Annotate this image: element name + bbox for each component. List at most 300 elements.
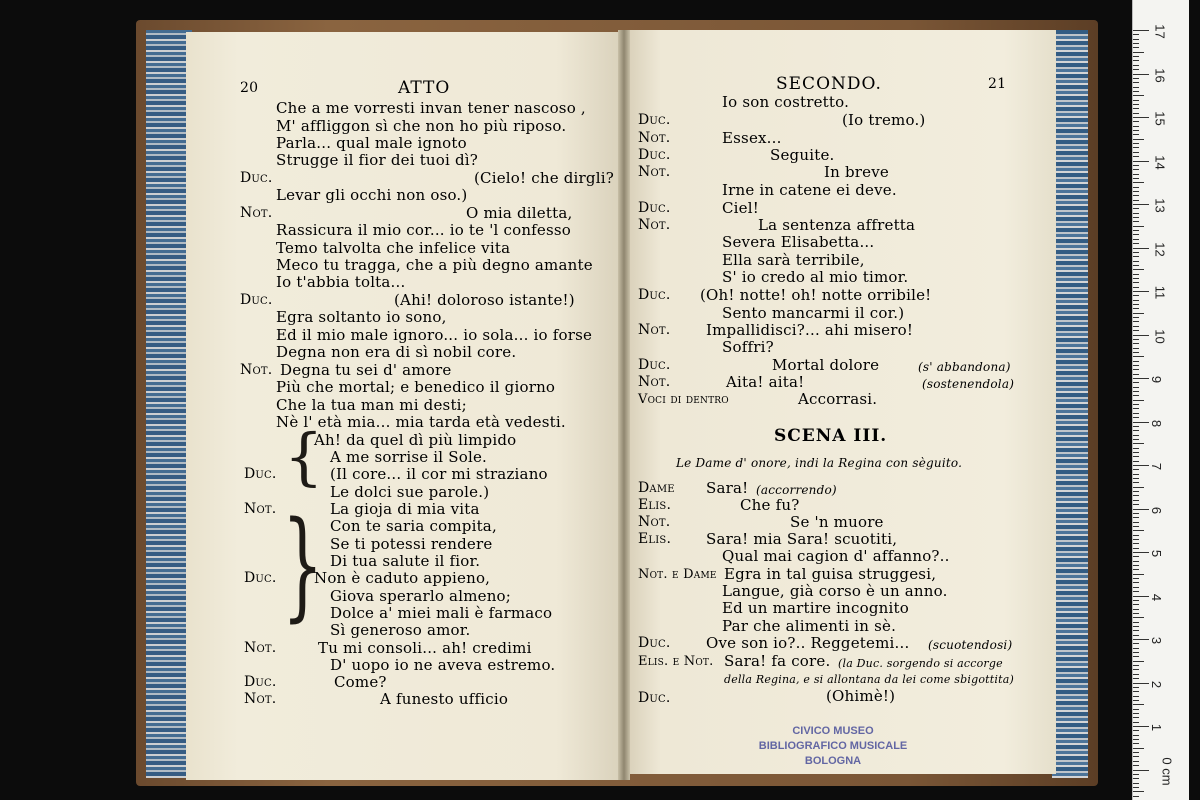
- ruler-tick: [1133, 248, 1149, 249]
- ruler-tick: [1133, 413, 1139, 414]
- ruler-tick: [1133, 739, 1139, 740]
- ruler-tick: [1133, 265, 1139, 266]
- ruler-tick: [1133, 208, 1139, 209]
- ruler-tick: [1133, 78, 1139, 79]
- ruler-tick: [1133, 278, 1139, 279]
- verse-line: Ella sarà terribile,: [722, 251, 865, 269]
- ruler-tick: [1133, 756, 1139, 757]
- ruler-tick: [1133, 574, 1144, 575]
- ruler-tick: [1133, 787, 1139, 788]
- verse-line: Soffri?: [722, 338, 774, 356]
- speaker-label: Duc.: [240, 292, 273, 308]
- ruler-tick: [1133, 82, 1139, 83]
- verse-line: In breve: [824, 163, 889, 181]
- verse-line: Più che mortal; e benedico il giorno: [276, 378, 556, 396]
- stage-direction: della Regina, e si allontana da lei come sbigottita): [724, 673, 1014, 686]
- ruler-label: 12: [1152, 241, 1168, 257]
- verse-line: Langue, già corso è un anno.: [722, 582, 948, 600]
- ruler-tick: [1133, 161, 1149, 162]
- ruler-tick: [1133, 448, 1139, 449]
- speaker-label: Not.: [638, 374, 671, 390]
- verse-line: Accorrasi.: [798, 390, 878, 408]
- ruler-label: 7: [1149, 462, 1165, 471]
- library-stamp: [748, 724, 918, 774]
- verse-line: Non è caduto appieno,: [314, 569, 491, 587]
- ruler-tick: [1133, 195, 1139, 196]
- ruler-tick: [1133, 495, 1139, 496]
- ruler-tick: [1133, 669, 1139, 670]
- verse-line: Io son costretto.: [722, 93, 850, 111]
- verse-line: S' io credo al mio timor.: [722, 268, 909, 286]
- verse-line: A me sorrise il Sole.: [330, 448, 487, 466]
- verse-line: Severa Elisabetta...: [722, 233, 875, 251]
- speaker-label: Duc.: [638, 287, 671, 303]
- ruler-tick: [1133, 643, 1139, 644]
- ruler-tick: [1133, 456, 1139, 457]
- ruler-tick: [1133, 178, 1139, 179]
- ruler-tick: [1133, 487, 1144, 488]
- ruler-tick: [1133, 765, 1139, 766]
- ruler-tick: [1133, 504, 1139, 505]
- ruler-tick: [1133, 374, 1139, 375]
- page-header-left: ATTO: [398, 78, 451, 98]
- ruler-tick: [1133, 639, 1149, 640]
- ruler-tick: [1133, 678, 1139, 679]
- ruler-tick: [1133, 69, 1139, 70]
- ruler-tick: [1133, 535, 1139, 536]
- ruler-tick: [1133, 391, 1139, 392]
- ruler-tick: [1133, 656, 1139, 657]
- ruler-tick: [1133, 243, 1139, 244]
- verse-line: Che la tua man mi desti;: [276, 396, 467, 414]
- verse-line: Ove son io?.. Reggetemi...: [706, 634, 910, 652]
- speaker-label: Elis.: [638, 531, 672, 547]
- ruler-tick: [1133, 700, 1139, 701]
- speaker-label: Duc.: [638, 112, 671, 128]
- speaker-label: Elis. e Not.: [638, 654, 714, 669]
- verse-line: (Il core... il cor mi straziano: [330, 465, 548, 483]
- ruler-tick: [1133, 230, 1139, 231]
- ruler-tick: [1133, 526, 1139, 527]
- verse-line: Aita! aita!: [726, 373, 805, 391]
- ruler-tick: [1133, 326, 1139, 327]
- ruler-tick: [1133, 30, 1149, 31]
- speaker-label: Not.: [240, 205, 273, 221]
- ruler-tick: [1133, 152, 1139, 153]
- ruler-tick: [1133, 674, 1139, 675]
- ruler-tick: [1133, 561, 1139, 562]
- ruler-tick: [1133, 635, 1139, 636]
- ruler-tick: [1133, 582, 1139, 583]
- ruler-tick: [1133, 778, 1139, 779]
- ruler-tick: [1133, 234, 1139, 235]
- stage-direction: (la Duc. sorgendo si accorge: [838, 657, 1003, 670]
- stamp-line-1: CIVICO MUSEO: [792, 725, 874, 737]
- ruler-tick: [1133, 791, 1144, 792]
- ruler-tick: [1133, 256, 1139, 257]
- brace-left-upper: {: [284, 420, 324, 493]
- ruler-tick: [1133, 704, 1144, 705]
- ruler-tick: [1133, 382, 1139, 383]
- ruler-tick: [1133, 343, 1139, 344]
- verse-line: Sara!: [706, 479, 749, 497]
- ruler-tick: [1133, 395, 1139, 396]
- verse-line: Le dolci sue parole.): [330, 483, 490, 501]
- ruler-tick: [1133, 417, 1139, 418]
- ruler-tick: [1133, 408, 1139, 409]
- verse-line: Degna non era di sì nobil core.: [276, 343, 517, 361]
- ruler-tick: [1133, 304, 1139, 305]
- ruler-tick: [1133, 282, 1139, 283]
- ruler-tick: [1133, 252, 1139, 253]
- ruler-tick: [1133, 65, 1139, 66]
- ruler-label: 9: [1149, 375, 1165, 384]
- page-edges-right: [1052, 30, 1088, 778]
- ruler-tick: [1133, 465, 1149, 466]
- ruler-tick: [1133, 291, 1149, 292]
- ruler-tick: [1133, 400, 1144, 401]
- ruler-tick: [1133, 722, 1139, 723]
- ruler-tick: [1133, 117, 1149, 118]
- ruler-tick: [1133, 752, 1139, 753]
- ruler-tick: [1133, 461, 1139, 462]
- speaker-label: Not.: [244, 501, 277, 517]
- ruler-tick: [1133, 735, 1139, 736]
- ruler-tick: [1133, 361, 1139, 362]
- ruler-label: 6: [1149, 506, 1165, 514]
- ruler-label: 4: [1149, 593, 1165, 601]
- verse-line: Ciel!: [722, 199, 759, 217]
- ruler-tick: [1133, 452, 1139, 453]
- verse-line: A funesto ufficio: [380, 690, 509, 708]
- speaker-label: Duc.: [244, 674, 277, 690]
- ruler-tick: [1133, 730, 1139, 731]
- speaker-label: Not.: [244, 640, 277, 656]
- ruler-tick: [1133, 387, 1139, 388]
- ruler-tick: [1133, 726, 1149, 727]
- ruler-tick: [1133, 91, 1139, 92]
- ruler-tick: [1133, 500, 1139, 501]
- ruler-tick: [1133, 187, 1139, 188]
- ruler-tick: [1133, 169, 1139, 170]
- brace-left-lower: }: [282, 495, 324, 633]
- verse-line: Nè l' età mia... mia tarda età vedesti.: [276, 413, 566, 431]
- ruler-tick: [1133, 404, 1139, 405]
- stage-direction: (accorrendo): [756, 483, 837, 497]
- ruler-tick: [1133, 339, 1139, 340]
- stage-direction: (s' abbandona): [918, 360, 1011, 374]
- ruler-tick: [1133, 491, 1139, 492]
- ruler-tick: [1133, 522, 1139, 523]
- verse-line: Di tua salute il fior.: [330, 552, 481, 570]
- ruler-tick: [1133, 443, 1144, 444]
- ruler-tick: [1133, 426, 1139, 427]
- ruler-tick: [1133, 652, 1139, 653]
- stamp-line-2: BIBLIOGRAFICO MUSICALE: [758, 740, 908, 752]
- ruler-tick: [1133, 274, 1139, 275]
- ruler-tick: [1133, 713, 1139, 714]
- verse-line: (Cielo! che dirgli?: [474, 169, 614, 187]
- ruler-tick: [1133, 348, 1139, 349]
- ruler-tick: [1133, 100, 1139, 101]
- ruler-tick: [1133, 717, 1139, 718]
- ruler-tick: [1133, 474, 1139, 475]
- ruler-label: 13: [1152, 198, 1168, 213]
- ruler-tick: [1133, 104, 1139, 105]
- speaker-label: Duc.: [638, 357, 671, 373]
- ruler-tick: [1133, 95, 1144, 96]
- speaker-label: Not.: [240, 362, 273, 378]
- page-header-right: SECONDO.: [776, 74, 882, 94]
- ruler-tick: [1133, 126, 1139, 127]
- ruler-tick: [1133, 596, 1149, 597]
- ruler-tick: [1133, 226, 1144, 227]
- measuring-ruler: [1132, 0, 1189, 800]
- verse-line: M' affliggon sì che non ho più riposo.: [276, 117, 567, 135]
- ruler-label: 17: [1152, 24, 1168, 39]
- ruler-tick: [1133, 613, 1139, 614]
- ruler-tick: [1133, 422, 1149, 423]
- verse-line: Che fu?: [740, 496, 800, 514]
- ruler-tick: [1133, 478, 1139, 479]
- verse-line: Temo talvolta che infelice vita: [276, 239, 511, 257]
- ruler-tick: [1133, 365, 1139, 366]
- verse-line: Impallidisci?... ahi misero!: [706, 321, 914, 339]
- verse-line: Sara! fa core.: [724, 652, 831, 670]
- verse-line: Come?: [334, 673, 387, 691]
- verse-line: Strugge il fior dei tuoi dì?: [276, 151, 479, 169]
- ruler-tick: [1133, 369, 1139, 370]
- speaker-label: Duc.: [638, 690, 671, 706]
- verse-line: Egra in tal guisa struggesi,: [724, 565, 937, 583]
- ruler-tick: [1133, 308, 1139, 309]
- ruler-label: 8: [1149, 419, 1165, 427]
- ruler-tick: [1133, 709, 1139, 710]
- verse-line: Meco tu tragga, che a più degno amante: [276, 256, 593, 274]
- ruler-label: 3: [1149, 636, 1165, 645]
- ruler-tick: [1133, 648, 1139, 649]
- ruler-tick: [1133, 113, 1139, 114]
- verse-line: (Oh! notte! oh! notte orribile!: [700, 286, 932, 304]
- verse-line: Mortal dolore: [772, 356, 880, 374]
- ruler-tick: [1133, 761, 1139, 762]
- ruler-tick: [1133, 321, 1139, 322]
- verse-line: Par che alimenti in sè.: [722, 617, 897, 635]
- ruler-tick: [1133, 430, 1139, 431]
- ruler-tick: [1133, 134, 1139, 135]
- verse-line: Giova sperarlo almeno;: [330, 587, 512, 605]
- speaker-label: Duc.: [638, 147, 671, 163]
- speaker-label: Not.: [638, 130, 671, 146]
- ruler-tick: [1133, 130, 1139, 131]
- ruler-tick: [1133, 317, 1139, 318]
- ruler-tick: [1133, 609, 1139, 610]
- ruler-label: 10: [1152, 328, 1168, 344]
- ruler-tick: [1133, 295, 1139, 296]
- ruler-tick: [1133, 143, 1139, 144]
- ruler-tick: [1133, 156, 1139, 157]
- ruler-tick: [1133, 796, 1139, 797]
- speaker-label: Duc.: [638, 635, 671, 651]
- verse-line: Sara! mia Sara! scuotiti,: [706, 530, 898, 548]
- verse-line: Dolce a' miei mali è farmaco: [330, 604, 553, 622]
- speaker-label: Not.: [638, 164, 671, 180]
- ruler-label: 1: [1149, 723, 1165, 732]
- speaker-label: Voci di dentro: [638, 392, 729, 407]
- ruler-label: 15: [1152, 111, 1168, 126]
- ruler-label: 11: [1152, 285, 1168, 300]
- ruler-tick: [1133, 783, 1139, 784]
- book-gutter: [618, 30, 630, 780]
- ruler-tick: [1133, 287, 1139, 288]
- stamp-line-3: BOLOGNA: [804, 755, 862, 767]
- stage-direction: (sostenendola): [922, 377, 1015, 391]
- ruler-tick: [1133, 335, 1149, 336]
- ruler-tick: [1133, 696, 1139, 697]
- ruler-tick: [1133, 748, 1144, 749]
- verse-line: Tu mi consoli... ah! credimi: [318, 639, 532, 657]
- ruler-tick: [1133, 39, 1139, 40]
- ruler-tick: [1133, 630, 1139, 631]
- ruler-tick: [1133, 539, 1139, 540]
- ruler-tick: [1133, 239, 1139, 240]
- speaker-label: Duc.: [638, 200, 671, 216]
- ruler-tick: [1133, 578, 1139, 579]
- ruler-tick: [1133, 56, 1139, 57]
- verse-line: Ed il mio male ignoro... io sola... io forse: [276, 326, 593, 344]
- ruler-tick: [1133, 352, 1139, 353]
- ruler-tick: [1133, 513, 1139, 514]
- verse-line: O mia diletta,: [466, 204, 573, 222]
- verse-line: Se ti potessi rendere: [330, 535, 493, 553]
- ruler-tick: [1133, 665, 1139, 666]
- verse-line: (Ohimè!): [826, 687, 896, 705]
- verse-line: La gioja di mia vita: [330, 500, 480, 518]
- verse-line: D' uopo io ne aveva estremo.: [330, 656, 556, 674]
- ruler-tick: [1133, 587, 1139, 588]
- verse-line: Con te saria compita,: [330, 517, 497, 535]
- speaker-label: Dame: [638, 480, 675, 496]
- ruler-tick: [1133, 661, 1144, 662]
- ruler-label: 16: [1152, 67, 1168, 83]
- ruler-label: 14: [1152, 154, 1168, 170]
- page-number-right: 21: [988, 76, 1007, 92]
- ruler-tick: [1133, 87, 1139, 88]
- ruler-tick: [1133, 165, 1139, 166]
- ruler-tick: [1133, 60, 1139, 61]
- scene-note: Le Dame d' onore, indi la Regina con sèguito.: [676, 456, 963, 470]
- ruler-tick: [1133, 622, 1139, 623]
- verse-line: Sì generoso amor.: [330, 621, 471, 639]
- speaker-label: Not.: [638, 322, 671, 338]
- ruler-tick: [1133, 204, 1149, 205]
- verse-line: Che a me vorresti invan tener nascoso ,: [276, 99, 586, 117]
- verse-line: (Io tremo.): [842, 111, 926, 129]
- ruler-tick: [1133, 43, 1139, 44]
- speaker-label: Not.: [244, 691, 277, 707]
- speaker-label: Elis.: [638, 497, 672, 513]
- ruler-label: 0 cm: [1159, 756, 1175, 786]
- verse-line: Essex...: [722, 129, 782, 147]
- ruler-tick: [1133, 569, 1139, 570]
- ruler-tick: [1133, 617, 1144, 618]
- ruler-tick: [1133, 543, 1139, 544]
- verse-line: (Ahi! doloroso istante!): [394, 291, 575, 309]
- verse-line: Se 'n muore: [790, 513, 884, 531]
- ruler-tick: [1133, 591, 1139, 592]
- ruler-tick: [1133, 770, 1149, 771]
- ruler-tick: [1133, 174, 1139, 175]
- verse-line: Ed un martire incognito: [722, 599, 909, 617]
- ruler-tick: [1133, 517, 1139, 518]
- ruler-tick: [1133, 600, 1139, 601]
- speaker-label: Duc.: [244, 466, 277, 482]
- ruler-tick: [1133, 743, 1139, 744]
- ruler-tick: [1133, 139, 1144, 140]
- verse-line: Parla... qual male ignoto: [276, 134, 467, 152]
- ruler-tick: [1133, 47, 1139, 48]
- ruler-tick: [1133, 435, 1139, 436]
- ruler-tick: [1133, 34, 1139, 35]
- page-number-left: 20: [240, 80, 259, 96]
- ruler-tick: [1133, 683, 1149, 684]
- ruler-tick: [1133, 509, 1149, 510]
- ruler-tick: [1133, 482, 1139, 483]
- ruler-tick: [1133, 182, 1144, 183]
- ruler-tick: [1133, 330, 1139, 331]
- ruler-tick: [1133, 108, 1139, 109]
- stage-direction: (scuotendosi): [928, 638, 1013, 652]
- ruler-tick: [1133, 191, 1139, 192]
- ruler-label: 2: [1149, 680, 1165, 688]
- ruler-tick: [1133, 300, 1139, 301]
- ruler-tick: [1133, 147, 1139, 148]
- ruler-tick: [1133, 261, 1139, 262]
- ruler-tick: [1133, 565, 1139, 566]
- ruler-label: 5: [1149, 549, 1165, 558]
- speaker-label: Not.: [638, 514, 671, 530]
- speaker-label: Duc.: [244, 570, 277, 586]
- verse-line: Degna tu sei d' amore: [280, 361, 452, 379]
- ruler-tick: [1133, 121, 1139, 122]
- ruler-tick: [1133, 774, 1139, 775]
- ruler-tick: [1133, 221, 1139, 222]
- verse-line: Levar gli occhi non oso.): [276, 186, 468, 204]
- ruler-tick: [1133, 556, 1139, 557]
- ruler-tick: [1133, 213, 1139, 214]
- verse-line: Qual mai cagion d' affanno?..: [722, 547, 950, 565]
- verse-line: Irne in catene ei deve.: [722, 181, 897, 199]
- ruler-tick: [1133, 52, 1144, 53]
- ruler-tick: [1133, 200, 1139, 201]
- verse-line: Seguite.: [770, 146, 835, 164]
- ruler-tick: [1133, 269, 1144, 270]
- speaker-label: Not. e Dame: [638, 567, 717, 582]
- speaker-label: Not.: [638, 217, 671, 233]
- ruler-tick: [1133, 217, 1139, 218]
- verse-line: Io t'abbia tolta...: [276, 273, 406, 291]
- ruler-tick: [1133, 356, 1144, 357]
- verse-line: Egra soltanto io sono,: [276, 308, 447, 326]
- ruler-tick: [1133, 691, 1139, 692]
- verse-line: Rassicura il mio cor... io te 'l confesso: [276, 221, 572, 239]
- ruler-tick: [1133, 552, 1149, 553]
- verse-line: Ah! da quel dì più limpido: [314, 431, 517, 449]
- ruler-tick: [1133, 548, 1139, 549]
- scene-title: SCENA III.: [774, 426, 888, 446]
- ruler-tick: [1133, 439, 1139, 440]
- verse-line: La sentenza affretta: [758, 216, 916, 234]
